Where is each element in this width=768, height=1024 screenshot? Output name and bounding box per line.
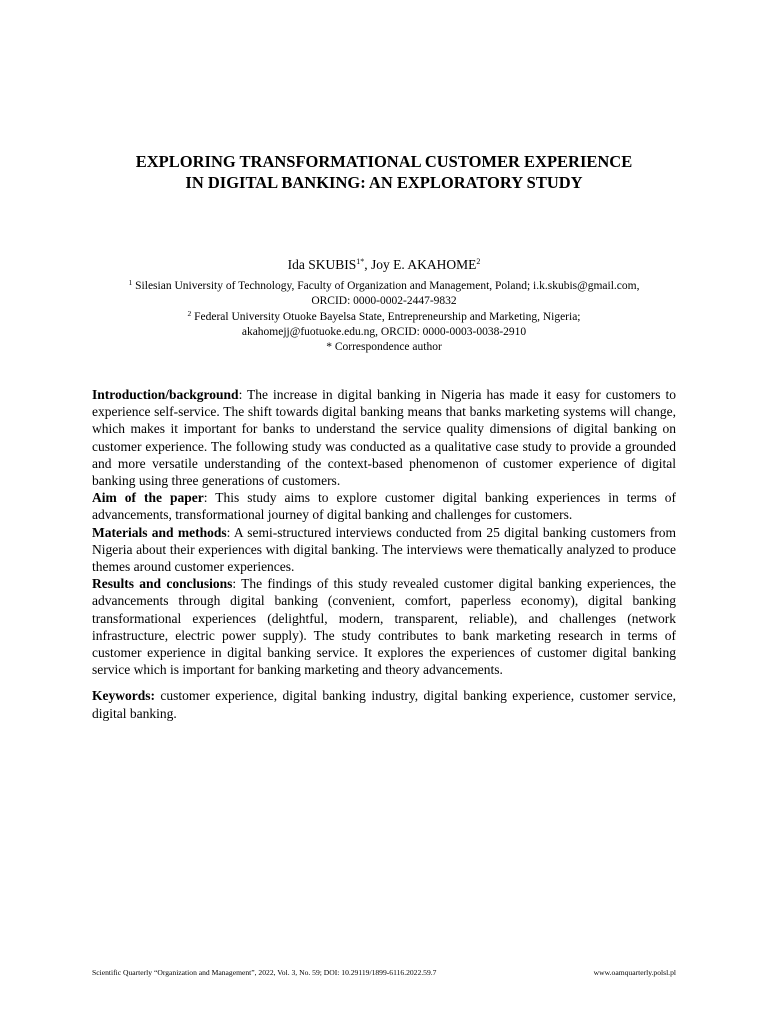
affiliation-1-line-1	[60, 279, 708, 294]
methods-label: Materials and methods	[92, 524, 227, 540]
author-1: Ida SKUBIS	[287, 257, 357, 272]
affiliation-2-text: Federal University Otuoke Bayelsa State, Entrepreneurship and Marketing, Nigeria;	[191, 310, 581, 323]
keywords	[92, 687, 676, 721]
correspondence-note: * Correspondence author	[326, 341, 442, 354]
abstract-introduction	[92, 386, 676, 489]
results-text: : The findings of this study revealed customer digital banking experiences, the advancements through digital banking (convenient, comfort, paperless economy), digital banking transformational experiences (delightful, modern, transparent, reliable), and challenges (network infrastructure, electric power supply). The study contributes to bank marketing research in terms of customer experience in digital banking service. It explores the experiences of customer digital banking service which is important for banking marketing and theory advancements.	[92, 576, 676, 678]
keywords-text: customer experience, digital banking industry, digital banking experience, customer service, digital banking.	[92, 688, 676, 721]
affiliation-1-mark: 1	[128, 278, 133, 287]
footer-citation: Scientific Quarterly “Organization and Management”, 2022, Vol. 3, No. 59; DOI: 10.29119/1899-6116.2022.59.7	[92, 968, 437, 977]
author-2-affiliation-mark: 2	[476, 257, 481, 266]
introduction-label: Introduction/background	[92, 387, 239, 402]
author-1-affiliation-mark: 1*	[356, 257, 365, 266]
page-footer	[92, 966, 676, 980]
affiliation-2-line-1	[60, 310, 708, 325]
affiliation-1-line-2: ORCID: 0000-0002-2447-9832	[311, 295, 457, 308]
aim-label: Aim of the paper	[92, 490, 204, 506]
affiliation-2-line-2: akahomejj@fuotuoke.edu.ng, ORCID: 0000-0003-0038-2910	[241, 325, 527, 338]
author-2: Joy E. AKAHOME	[371, 257, 477, 272]
introduction-text: : The increase in digital banking in Nigeria has made it easy for customers to experience self-service. The shift towards digital banking means that banks marketing systems will change, which makes it important for banks to understand the service quality dimensions of digital banking on customer experience. The following study was conducted as a qualitative case study to provide a grounded and more versatile understanding of the context-based phenomenon of customer experience of digital banking using three generations of customers.	[92, 387, 676, 489]
author-separator: ,	[364, 257, 371, 272]
keywords-label: Keywords:	[92, 688, 155, 704]
title-line-1: EXPLORING TRANSFORMATIONAL CUSTOMER EXPERIENCE	[135, 152, 633, 171]
abstract	[92, 386, 676, 722]
paper-title	[60, 151, 708, 193]
results-label: Results and conclusions	[92, 576, 233, 592]
author-list	[0, 256, 768, 274]
affiliation-2-mark: 2	[187, 308, 192, 318]
abstract-aim	[92, 489, 676, 523]
methods-text: : A semi-structured interviews conducted from 25 digital banking customers from Nigeria about their experiences with digital banking. The interviews were thematically analyzed to produce themes around customer experiences.	[92, 524, 677, 575]
affiliations	[60, 279, 708, 355]
abstract-results	[92, 575, 676, 678]
title-line-2: IN DIGITAL BANKING: AN EXPLORATORY STUDY	[185, 173, 583, 192]
footer-website: www.oamquarterly.polsl.pl	[593, 968, 676, 977]
affiliation-1-text: Silesian University of Technology, Faculty of Organization and Management, Poland; i.k.skubis@gmail.com,	[132, 280, 640, 292]
aim-text: : This study aims to explore customer digital banking experiences in terms of advancements, transformational journey of digital banking and challenges for customers.	[92, 490, 676, 523]
abstract-methods	[92, 524, 676, 576]
